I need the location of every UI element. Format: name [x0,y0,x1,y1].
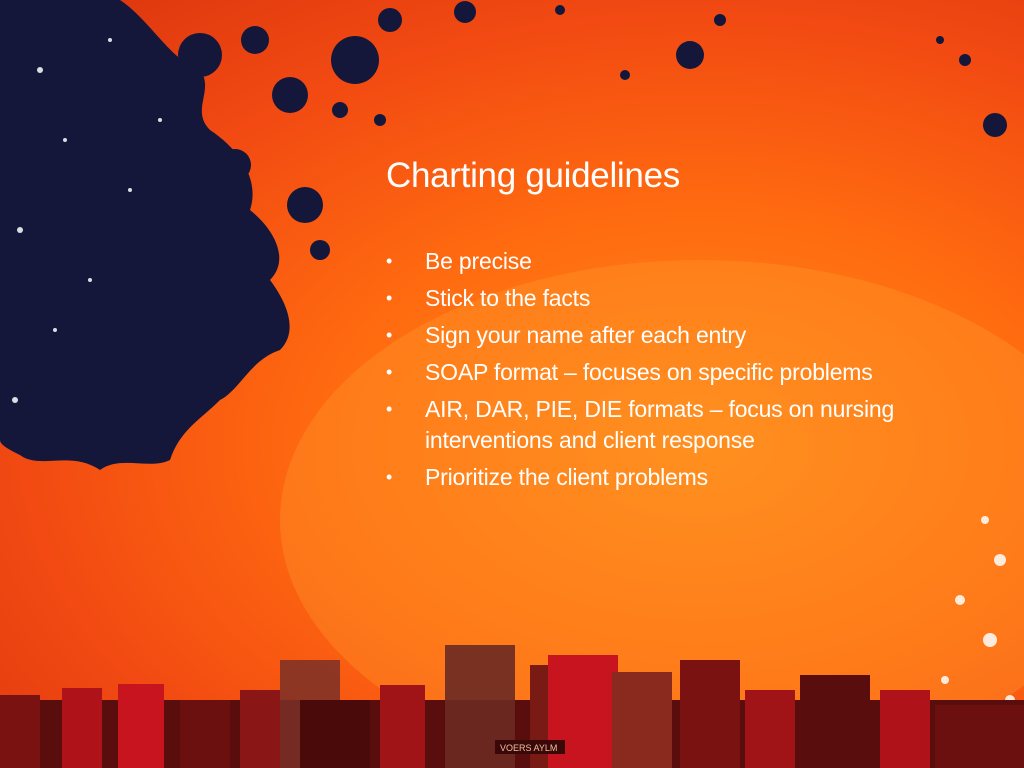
bullet-marker: • [386,467,393,487]
bullet-marker: • [386,325,393,345]
bullet-item [386,283,996,314]
bullet-marker: • [386,399,393,419]
bullet-text: Sign your name after each entry [425,322,747,348]
slide-title: Charting guidelines [386,156,680,195]
bullet-marker: • [386,251,393,271]
bullet-item [386,462,996,493]
bullet-text: AIR, DAR, PIE, DIE formats – focus on nursing interventions and client response [425,396,895,453]
bullet-text: Prioritize the client problems [425,464,708,490]
bullet-text: Stick to the facts [425,285,591,311]
bullet-item [386,357,996,388]
skyline-sign: VOERS AYLM [500,743,558,753]
bullet-item [386,246,996,277]
bullet-item [386,320,996,351]
bullet-marker: • [386,362,393,382]
bullet-text: Be precise [425,248,532,274]
bullet-text: SOAP format – focuses on specific problems [425,359,873,385]
bullet-marker: • [386,288,393,308]
bullet-item [386,394,996,456]
bullet-list [386,246,996,499]
